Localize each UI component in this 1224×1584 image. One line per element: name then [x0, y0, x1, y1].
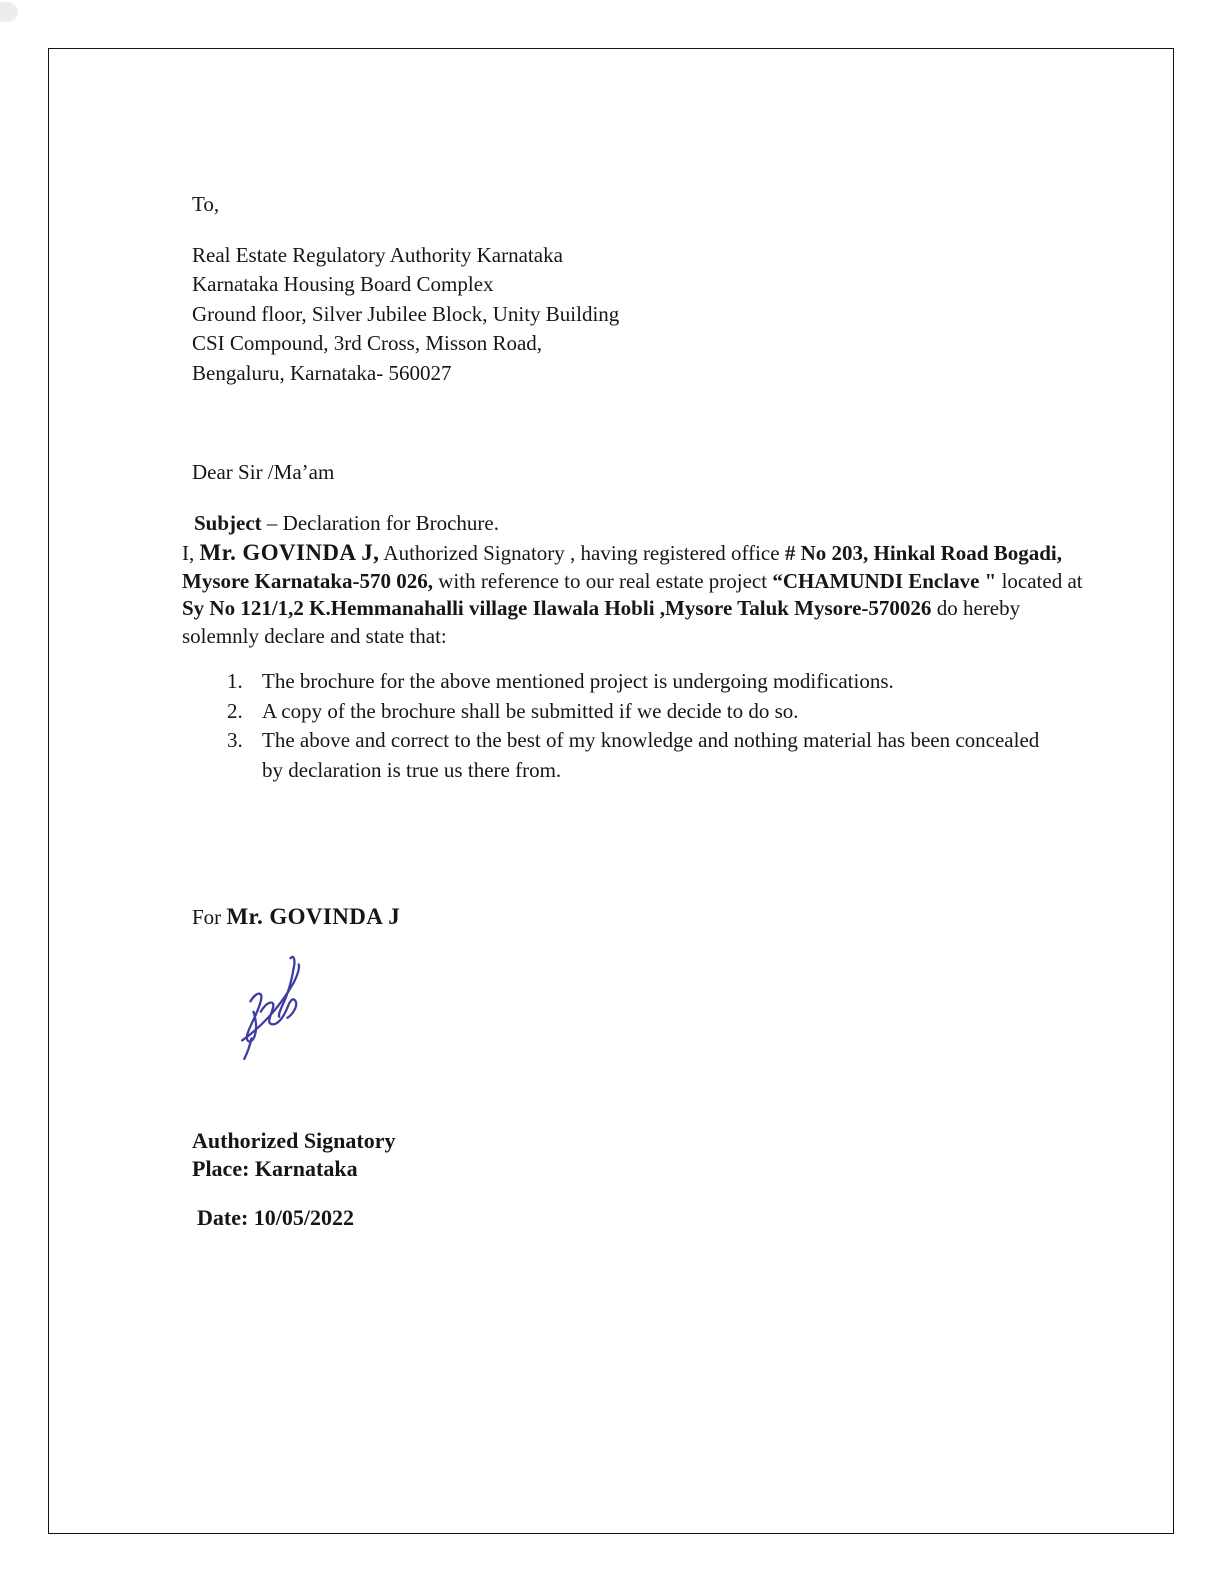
subject-label: Subject	[194, 511, 262, 535]
page-border	[48, 48, 1174, 1534]
authorized-signatory-label: Authorized Signatory	[192, 1128, 396, 1153]
address-line: CSI Compound, 3rd Cross, Misson Road,	[192, 331, 543, 356]
address-line: Real Estate Regulatory Authority Karnataka	[192, 243, 563, 267]
item-text: The above and correct to the best of my knowledge and nothing material has been concealed by declaration is true us there from.	[262, 728, 1040, 782]
signoff-line	[192, 904, 400, 930]
body-segment: I,	[182, 541, 200, 565]
recipient-address	[192, 241, 619, 388]
signature-block	[192, 1127, 396, 1183]
item-number: 1.	[227, 669, 243, 693]
project-name: “CHAMUNDI Enclave "	[772, 568, 1002, 593]
date-line: Date: 10/05/2022	[197, 1205, 355, 1230]
recipient-salutation: To,	[192, 192, 220, 216]
registered-office-address: # No 203, Hinkal Road Bogadi, Mysore Karnataka-570 026,	[182, 541, 1062, 593]
address-line: Bengaluru, Karnataka- 560027	[192, 360, 452, 385]
body-segment: do hereby solemnly declare and state that:	[182, 596, 1021, 648]
address-line: Karnataka Housing Board Complex	[192, 272, 494, 297]
project-location: Sy No 121/1,2 K.Hemmanahalli village Ilawala Hobli ,Mysore Taluk Mysore-570026	[182, 596, 932, 620]
subject-line	[194, 511, 499, 536]
signoff-for-label: For	[192, 905, 227, 929]
address-line: Ground floor, Silver Jubilee Block, Unity Building	[192, 301, 620, 326]
declaration-list	[227, 667, 1077, 785]
scan-artifact	[0, 2, 18, 22]
item-number: 3.	[227, 728, 243, 753]
declarant-name: Mr. GOVINDA J,	[199, 540, 380, 565]
declaration-item	[227, 667, 1077, 697]
declaration-paragraph	[182, 539, 1090, 650]
signature-ink	[242, 957, 299, 1059]
declaration-item	[227, 697, 1077, 727]
body-segment: Authorized Signatory , having registered office	[379, 541, 785, 565]
signoff-name: Mr. GOVINDA J	[226, 904, 401, 929]
body-segment: with reference to our real estate project	[433, 568, 773, 593]
item-text: The brochure for the above mentioned project is undergoing modifications.	[262, 669, 894, 693]
item-number: 2.	[227, 698, 243, 723]
subject-text: – Declaration for Brochure.	[261, 511, 499, 535]
greeting: Dear Sir /Ma’am	[192, 460, 335, 484]
signature-image	[235, 952, 309, 1060]
body-segment: located at	[1001, 568, 1083, 593]
item-text: A copy of the brochure shall be submitted if we decide to do so.	[262, 698, 799, 723]
place-line: Place: Karnataka	[192, 1156, 358, 1181]
declaration-item	[227, 726, 1077, 785]
